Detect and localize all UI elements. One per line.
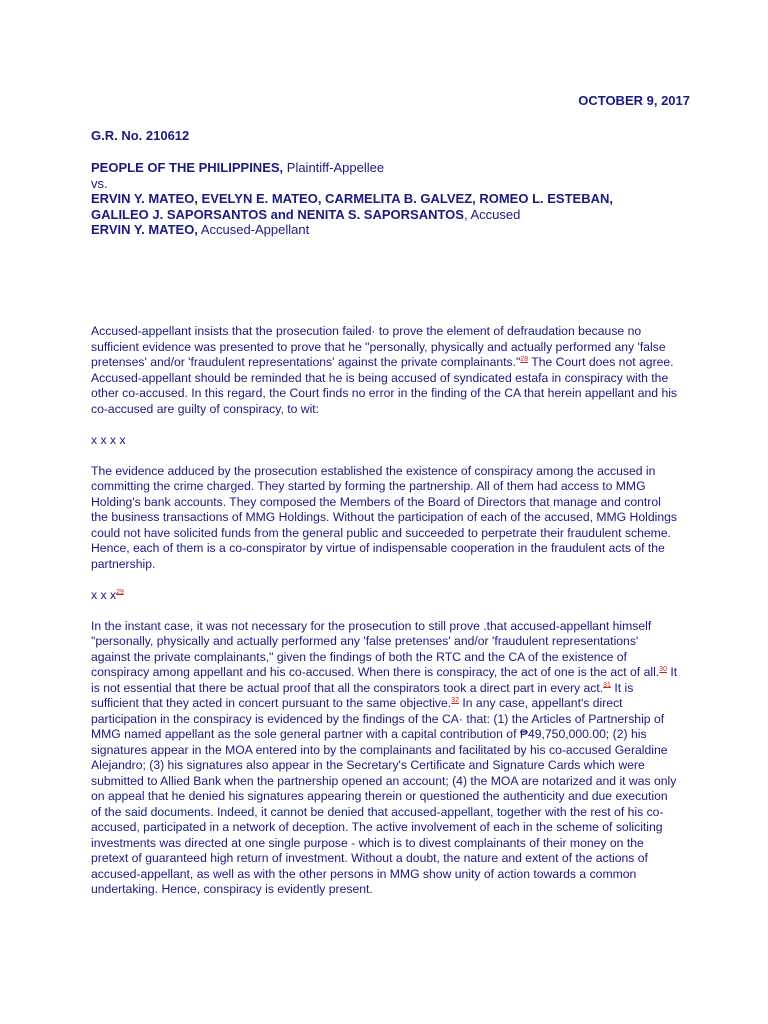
footnote-link[interactable]: 32 <box>451 696 459 704</box>
plaintiff-role: Plaintiff-Appellee <box>283 160 385 175</box>
appellant-name: ERVIN Y. MATEO, <box>91 222 198 238</box>
quoted-paragraph: The evidence adduced by the prosecution established the existence of conspiracy among the accused in committing the crime charged. They started by forming the partnership. All of them had access to MMG Holding's bank accounts. They composed the Members of the Board of Directors that manage and control the business transactions of MMG Holdings. Without the participation of each of the accused, MMG Holdings could not have solicited funds from the general public and succeeded to perpetrate their fraudulent scheme. Hence, each of them is a co-conspirator by virtue of indispensable cooperation in the fraudulent acts of the partnership. <box>91 463 677 571</box>
paragraph-text: In any case, appellant's direct participation in the conspiracy is evidenced by the findings of the CA· that: (1) the Articles of Partnership of MMG named appellant as the sole general partner with a capital contribution of ₱49,750,000.00; (2) his signatures appear in the MOA entered into by the complainants and facilitated by his co-accused Geraldine Alejandro; (3) his signatures also appear in the Secretary's Certificate and Signature Cards which were submitted to Allied Bank when the partnership opened an account; (4) the MOA are notarized and it was only on appeal that he denied his signatures appearing therein or questioned the authenticity and due execution of the said documents. Indeed, it cannot be denied that accused-appellant, together with the rest of his co-accused, participated in a network of deception. The active involvement of each in the scheme of soliciting investments was directed at one single purpose - which is to divest complainants of their money on the pretext of guaranteed high return of investment. Without a doubt, the nature and extent of the actions of accused-appellant, as well as with the other persons in MMG show unity of action towards a common undertaking. Hence, conspiracy is evidently present. <box>91 696 677 896</box>
paragraph-text: It is not essential that there be actual proof that all the conspirators took a direct part in every act. <box>91 665 678 695</box>
footnote-link[interactable]: 31 <box>603 681 611 689</box>
case-number: G.R. No. 210612 <box>91 128 190 143</box>
accused-names-2: GALILEO J. SAPORSANTOS and NENITA S. SAPORSANTOS <box>91 206 464 222</box>
footnote-link[interactable]: 28 <box>520 355 529 363</box>
plaintiff-line <box>91 160 691 176</box>
paragraph-text: It is sufficient that they acted in concert pursuant to the same objective. <box>91 680 634 710</box>
paragraph-text: Accused-appellant insists that the prosecution failed· to prove the element of defraudation because no sufficient evidence was presented to prove that he "personally, physically and actually performed any 'false pretenses' and/or 'fraudulent representations' against the private complainants." <box>91 324 666 369</box>
decision-body <box>91 324 679 913</box>
ellipsis <box>91 588 679 604</box>
footnote-link[interactable]: 30 <box>659 665 667 673</box>
versus-label: vs. <box>91 175 108 191</box>
accused-line-2 <box>91 207 691 223</box>
paragraph-text: In the instant case, it was not necessary for the prosecution to still prove .that accused-appellant himself "personally, physically and actually performed any 'false pretenses' and/or 'fraudulent representations' against the private complainants," given the findings of both the RTC and the CA of the existence of conspiracy among appellant and his co-accused. When there is conspiracy, the act of one is the act of all. <box>91 618 660 679</box>
case-caption <box>91 160 691 238</box>
appellant-line <box>91 222 691 238</box>
ellipsis-text: x x x <box>91 587 117 602</box>
ellipsis: x x x x <box>91 432 126 447</box>
decision-date: OCTOBER 9, 2017 <box>578 93 690 108</box>
paragraph-text: The Court does not agree. Accused-appellant should be reminded that he is being accused of syndicated estafa in conspiracy with the other co-accused. In this regard, the Court finds no error in the finding of the CA that herein appellant and his co-accused are guilty of conspiracy, to wit: <box>91 355 678 416</box>
accused-line-1 <box>91 191 691 207</box>
paragraph <box>91 324 679 417</box>
plaintiff-name: PEOPLE OF THE PHILIPPINES, <box>91 160 284 175</box>
accused-role: , Accused <box>463 206 521 222</box>
appellant-role: Accused-Appellant <box>197 222 310 238</box>
paragraph <box>91 619 679 898</box>
footnote-link[interactable]: 29 <box>116 588 124 596</box>
accused-names-1: ERVIN Y. MATEO, EVELYN E. MATEO, CARMELITA B. GALVEZ, ROMEO L. ESTEBAN, <box>91 191 613 207</box>
